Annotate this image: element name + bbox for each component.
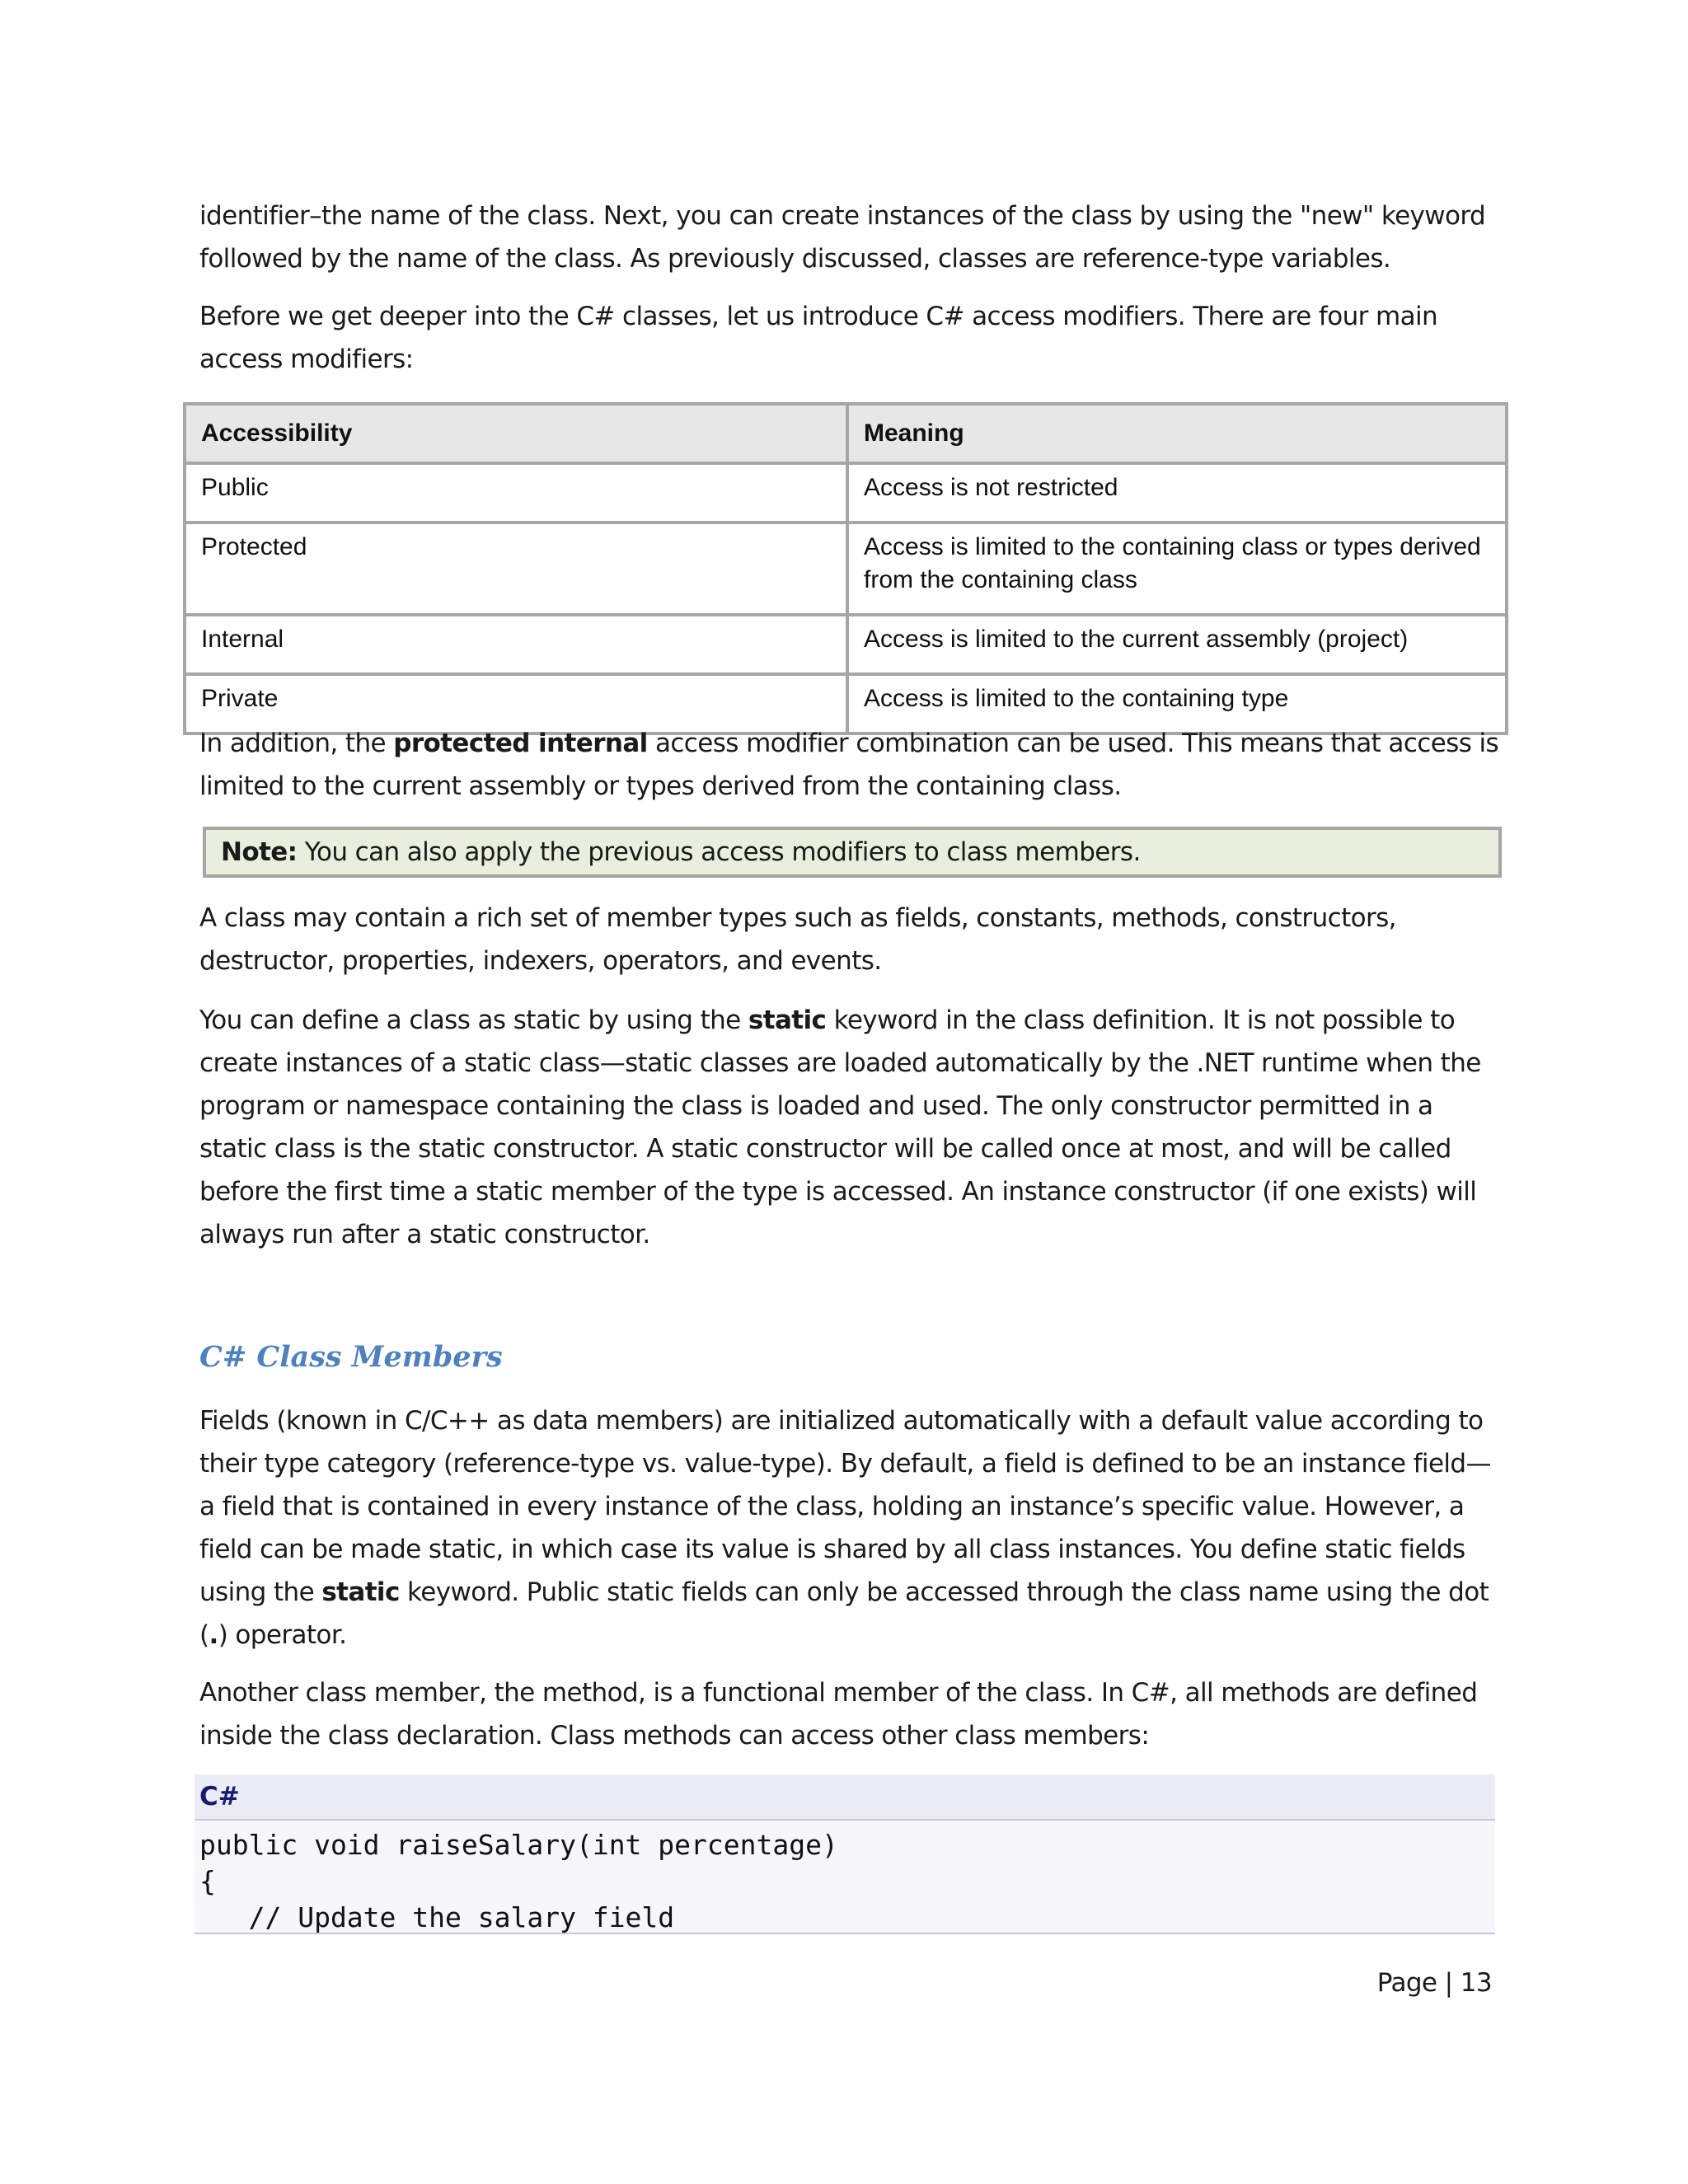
table-cell-meaning: Access is limited to the current assembly (project) <box>847 615 1507 674</box>
text-line: create instances of a static class—static classes are loaded automatically by the .NET runtime when the <box>199 1048 1481 1078</box>
text-line: always run after a static constructor. <box>199 1220 650 1249</box>
text-line: Before we get deeper into the C# classes, let us introduce C# access modifiers. There are four main <box>199 302 1438 331</box>
access-modifiers-table <box>183 402 1508 735</box>
table-row <box>185 523 1507 615</box>
note-text: You can also apply the previous access modifiers to class members. <box>297 837 1141 867</box>
text-run: keyword in the class definition. It is not possible to <box>826 1005 1456 1035</box>
table-header-meaning: Meaning <box>847 404 1507 463</box>
bold-term: static <box>748 1005 827 1035</box>
text-line: Another class member, the method, is a functional member of the class. In C#, all methods are defined <box>199 1678 1478 1708</box>
method-paragraph <box>199 1671 1502 1757</box>
table-cell-accessibility: Protected <box>185 523 847 615</box>
code-line: public void raiseSalary(int percentage) <box>199 1829 838 1861</box>
static-paragraph <box>199 999 1502 1256</box>
page-number: Page | 13 <box>1376 1968 1492 1998</box>
text-line: followed by the name of the class. As previously discussed, classes are reference-type variables. <box>199 244 1391 274</box>
text-line: destructor, properties, indexers, operators, and events. <box>199 946 882 976</box>
note-box <box>203 827 1502 878</box>
text-run: ( <box>199 1620 209 1650</box>
text-line: A class may contain a rich set of member types such as fields, constants, methods, constructors, <box>199 903 1396 933</box>
text-run: In addition, the <box>199 729 394 758</box>
fields-paragraph <box>199 1399 1502 1657</box>
addition-paragraph <box>199 722 1502 808</box>
text-line: static class is the static constructor. A static constructor will be called once at most, and will be called <box>199 1134 1451 1164</box>
text-line: Fields (known in C/C++ as data members) are initialized automatically with a default value according to <box>199 1406 1484 1436</box>
table-row <box>185 463 1507 523</box>
intro-paragraph-2 <box>199 295 1502 381</box>
text-line: limited to the current assembly or types derived from the containing class. <box>199 771 1122 801</box>
bold-term: protected internal <box>393 729 648 758</box>
table-header-accessibility: Accessibility <box>185 404 847 463</box>
text-line: their type category (reference-type vs. value-type). By default, a field is defined to be an instance field— <box>199 1449 1491 1479</box>
text-run: access modifier combination can be used. This means that access is <box>647 729 1499 758</box>
text-line: program or namespace containing the class is loaded and used. The only constructor permitted in a <box>199 1091 1433 1121</box>
section-heading: C# Class Members <box>199 1340 503 1374</box>
bold-term: . <box>209 1620 218 1650</box>
table-cell-meaning: Access is limited to the containing type <box>847 674 1507 733</box>
text-line: identifier–the name of the class. Next, you can create instances of the class by using the "new" keyword <box>199 201 1486 231</box>
members-paragraph <box>199 897 1502 982</box>
table-header-row <box>185 404 1507 463</box>
text-run: keyword. Public static fields can only be accessed through the class name using the dot <box>399 1577 1489 1607</box>
table-cell-accessibility: Private <box>185 674 847 733</box>
table-cell-accessibility: Public <box>185 463 847 523</box>
code-block <box>195 1821 1495 1934</box>
table-cell-accessibility: Internal <box>185 615 847 674</box>
table-cell-meaning: Access is not restricted <box>847 463 1507 523</box>
text-run: ) operator. <box>218 1620 347 1650</box>
text-line: before the first time a static member of the type is accessed. An instance constructor (if one exists) will <box>199 1177 1477 1207</box>
code-block-language-label: C# <box>195 1774 1495 1821</box>
code-line: { <box>199 1865 216 1897</box>
text-run: You can define a class as static by using the <box>199 1005 748 1035</box>
intro-paragraph-1 <box>199 194 1502 280</box>
table-cell-meaning: Access is limited to the containing class or types derived from the containing class <box>847 523 1507 615</box>
table-row <box>185 615 1507 674</box>
bold-term: static <box>321 1577 400 1607</box>
note-label: Note: <box>221 837 298 867</box>
text-run: using the <box>199 1577 322 1607</box>
text-line: field can be made static, in which case its value is shared by all class instances. You define static fields <box>199 1535 1465 1564</box>
text-line: inside the class declaration. Class methods can access other class members: <box>199 1721 1150 1750</box>
code-line: // Update the salary field <box>199 1901 675 1933</box>
text-line: a field that is contained in every instance of the class, holding an instance’s specific value. However, a <box>199 1492 1465 1521</box>
text-line: access modifiers: <box>199 344 414 374</box>
